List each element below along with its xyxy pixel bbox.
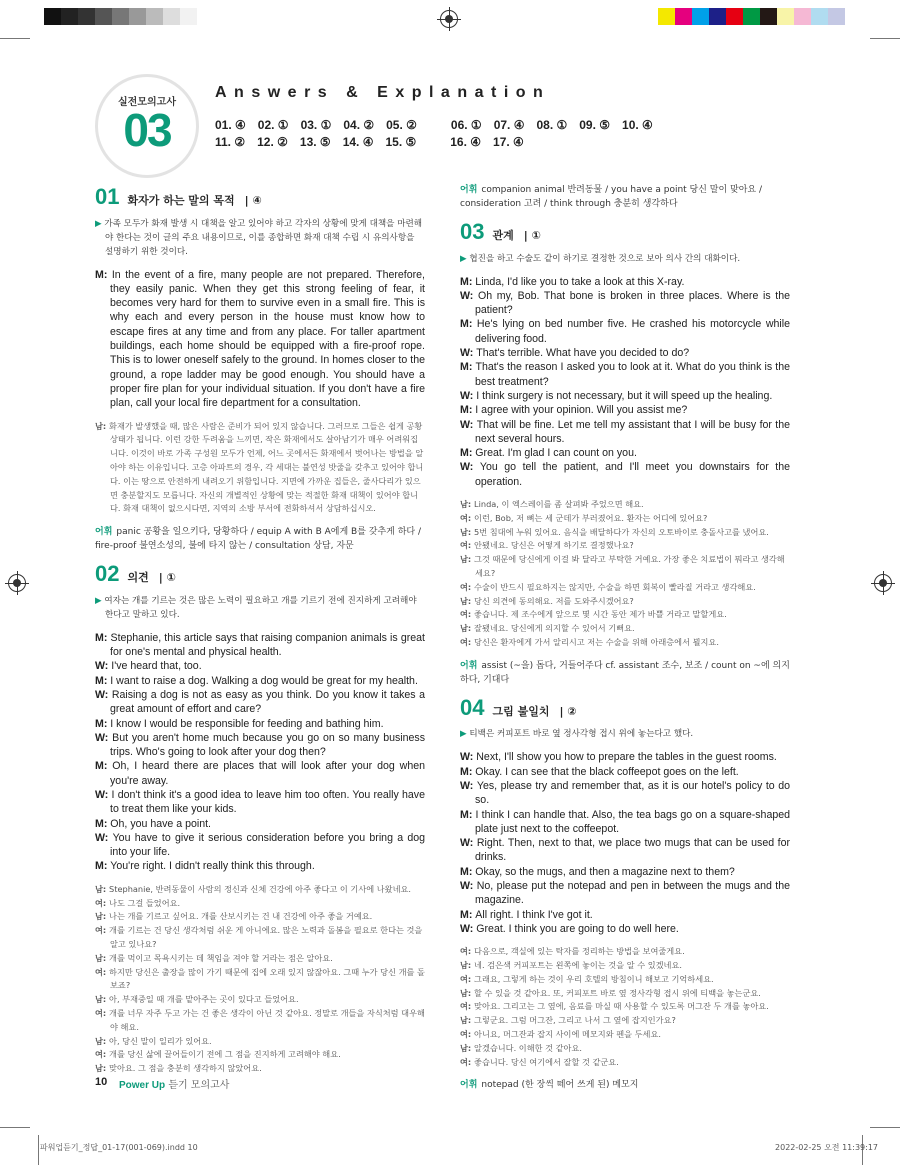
translation-line xyxy=(460,636,790,650)
speaker-label: 여: xyxy=(95,1007,110,1018)
page-number: 10 xyxy=(95,1076,108,1088)
speaker-label: 남: xyxy=(460,595,475,606)
vocab-label: 어휘 xyxy=(460,660,478,671)
line-text: 할 수 있을 것 같아요. 또, 커피포트 바로 옆 정사각형 접시 위에 티백을 놓는군요. xyxy=(474,987,761,998)
translation-line xyxy=(460,1028,790,1042)
answer-key-item: 16. ④ xyxy=(450,135,482,149)
speaker-label: W: xyxy=(460,461,480,474)
dialogue-line xyxy=(460,908,790,922)
translation-line xyxy=(95,420,425,517)
line-text: I agree with your opinion. Will you assist me? xyxy=(475,404,688,417)
translation xyxy=(460,945,790,1069)
answer-key-item: 05. ② xyxy=(386,118,417,132)
answer-key-item: 09. ⑤ xyxy=(579,118,611,132)
translation-line xyxy=(95,1062,425,1076)
line-text: 맞아요. 그 점을 충분히 생각하지 않았어요. xyxy=(109,1063,262,1074)
speaker-label: 남: xyxy=(95,1035,110,1046)
answer-key-item: 17. ④ xyxy=(493,135,524,149)
answer-key-item: 06. ① xyxy=(450,118,482,132)
right-column xyxy=(460,183,790,1106)
section-04-heading xyxy=(460,694,790,720)
speaker-label: 여: xyxy=(460,1001,475,1012)
speaker-label: M: xyxy=(95,717,111,730)
speaker-label: W: xyxy=(460,780,477,792)
translation-line xyxy=(95,910,425,924)
dialogue-line xyxy=(460,460,790,489)
speaker-label: W: xyxy=(95,831,113,844)
speaker-label: 여: xyxy=(95,925,110,936)
speaker-label: 여: xyxy=(460,946,475,957)
line-text: 네. 검은색 커피포트는 왼쪽에 놓이는 것을 알 수 있겠네요. xyxy=(474,960,682,971)
speaker-label: 여: xyxy=(95,897,110,908)
line-text: 개를 당신 삶에 끌어들이기 전에 그 점을 진지하게 고려해야 해요. xyxy=(109,1049,341,1060)
triangle-bullet-icon: ▶ xyxy=(95,218,105,229)
line-text: 나도 그걸 들었어요. xyxy=(109,897,181,908)
vocab-label: 어휘 xyxy=(460,1080,478,1091)
line-text: Okay. I can see that the black coffeepot goes on the left. xyxy=(475,765,739,778)
crop-mark xyxy=(38,1135,39,1165)
speaker-label: 남: xyxy=(95,1063,110,1074)
dialogue-line xyxy=(460,446,790,460)
translation-line xyxy=(95,1035,425,1049)
line-text: 좋습니다. 제 조수에게 앞으로 몇 시간 동안 제가 바쁠 거라고 말할게요. xyxy=(474,609,727,620)
dialogue xyxy=(460,750,790,936)
line-text: Stephanie, 반려동물이 사람의 정신과 신체 건강에 아주 좋다고 이 기사에 나왔네요. xyxy=(109,883,411,894)
dialogue-line xyxy=(460,779,790,808)
speaker-label: 여: xyxy=(460,609,475,620)
translation-line xyxy=(95,1007,425,1035)
line-text: 당신 의견에 동의해요. 저를 도와주시겠어요? xyxy=(474,595,634,606)
dialogue-line xyxy=(95,674,425,688)
translation-line xyxy=(460,1014,790,1028)
speaker-label: W: xyxy=(95,789,112,801)
line-text: 아니요, 머그잔과 잡지 사이에 메모지와 펜을 두세요. xyxy=(474,1029,661,1040)
section-number: 04 xyxy=(460,694,485,720)
dialogue-line xyxy=(95,831,425,860)
speaker-label: 여: xyxy=(460,581,475,592)
section-summary: ▶ 티백은 커피포트 바로 옆 정사각형 접시 위에 놓는다고 했다. xyxy=(460,729,694,740)
line-text: 화재가 발생했을 때, 많은 사람은 준비가 되어 있지 않습니다. 그러므로 그들은 쉽게 공황상태가 됩니다. 이런 강한 두려움을 느끼면, 작은 화재에서도 살아남기가 매우 어려워집니다. 이것이 바로 가족 구성원 모두가 언제, 어느 곳에서든 화재에서 벗어나는 방법을 알아야 하는 이유입니다. 고층 아파트의 경우, 각 세대는 불연성 밧줄을 갖추고 있어야 합니다. 이는 땅으로 안전하게 내려오기 위함입니다. 지면에 가까운 집들은, 줄사다리가 있으면 충분할지도 모릅니다. 자신의 개별적인 상황에 맞는 적절한 화재 대책이 있어야 합니다. 화재 대책이 없으시다면, 지역의 소방 부서에 전화하셔서 상담하십시오. xyxy=(109,420,424,514)
section-title: 의견 xyxy=(127,571,149,585)
translation xyxy=(95,883,425,1076)
dialogue-line xyxy=(460,922,790,936)
dialogue-line xyxy=(95,788,425,817)
line-text: Right. Then, next to that, we place two mugs that can be used for drinks. xyxy=(475,837,790,864)
answer-key-item: 03. ① xyxy=(300,118,332,132)
section-number: 01 xyxy=(95,184,120,209)
translation-line xyxy=(95,993,425,1007)
speaker-label: M: xyxy=(460,765,476,778)
file-slug: 파워업듣기_정답_01-17(001-069).indd 10 xyxy=(40,1143,198,1152)
dialogue-line xyxy=(460,346,790,360)
line-text: 하지만 당신은 출장을 많이 가기 때문에 집에 오래 있지 않잖아요. 그때 누가 당신 개를 돌보죠? xyxy=(109,966,425,991)
crop-mark xyxy=(870,1127,900,1128)
answer-key-item: 10. ④ xyxy=(622,118,653,132)
triangle-bullet-icon: ▶ xyxy=(95,595,105,606)
vocabulary xyxy=(95,525,425,553)
dialogue-line xyxy=(460,360,790,389)
speaker-label: M: xyxy=(460,404,476,417)
dialogue-line xyxy=(95,859,425,873)
section-answer: | ② xyxy=(559,704,577,718)
registration-mark-top xyxy=(440,10,458,28)
line-text: That's terrible. What have you decided to do? xyxy=(476,347,690,360)
translation xyxy=(95,420,425,517)
answer-key-row-1 xyxy=(215,118,665,132)
answer-key-item: 01. ④ xyxy=(215,118,246,132)
cmyk-color-bar xyxy=(658,8,845,25)
speaker-label: M: xyxy=(460,447,476,460)
line-text: 안됐네요. 당신은 어떻게 하기로 결정했나요? xyxy=(474,540,634,551)
speaker-label: 여: xyxy=(460,540,475,551)
answer-key-item: 02. ① xyxy=(257,118,289,132)
speaker-label: 남: xyxy=(95,911,110,922)
line-text: 잘됐네요. 당신에게 의지할 수 있어서 기뻐요. xyxy=(474,623,635,634)
dialogue-line xyxy=(95,631,425,660)
grayscale-bar xyxy=(44,8,197,25)
crop-mark xyxy=(870,38,900,39)
translation-line xyxy=(95,924,425,952)
line-text: All right. I think I've got it. xyxy=(475,908,593,921)
speaker-label: M: xyxy=(460,361,476,374)
registration-mark-right xyxy=(874,574,892,592)
translation-line xyxy=(460,945,790,959)
answer-key-item: 12. ② xyxy=(257,135,288,149)
line-text: 이런, Bob, 저 뼈는 세 군데가 부러졌어요. 환자는 어디에 있어요? xyxy=(474,512,708,523)
section-summary: ▶ 협진을 하고 수술도 같이 하기로 결정한 것으로 보아 의사 간의 대화이다. xyxy=(460,253,741,264)
speaker-label: M: xyxy=(460,865,476,878)
section-02-heading xyxy=(95,561,425,587)
left-column xyxy=(95,184,426,1085)
dialogue-line xyxy=(460,750,790,764)
line-text: But you aren't home much because you go on so many business trips. Who's going to look after your dog then? xyxy=(110,731,426,759)
speaker-label: 여: xyxy=(95,1049,110,1060)
translation-line xyxy=(460,608,790,622)
print-timestamp: 2022-02-25 오전 11:39:17 xyxy=(775,1143,878,1152)
line-text: 개를 너무 자주 두고 가는 건 좋은 생각이 아닌 것 같아요. 정말로 개들을 자식처럼 대우해야 해요. xyxy=(109,1007,425,1032)
line-text: Great. I'm glad I can count on you. xyxy=(475,447,637,460)
dialogue-line xyxy=(95,759,425,788)
speaker-label: 남: xyxy=(460,499,475,510)
dialogue-line xyxy=(460,418,790,447)
answers-title: Answers & Explanation xyxy=(215,84,551,101)
vocab-label: 어휘 xyxy=(95,527,113,538)
crop-mark xyxy=(0,38,30,39)
dialogue-line xyxy=(460,317,790,346)
badge-number: 03 xyxy=(123,104,171,156)
line-text: 아, 부재중일 때 개를 맡아주는 곳이 있다고 들었어요. xyxy=(109,994,299,1005)
speaker-label: 남: xyxy=(460,554,475,565)
line-text: 그래요, 그렇게 하는 것이 우리 호텔의 방침이니 해보고 기억하세요. xyxy=(474,973,714,984)
series-name xyxy=(119,1076,229,1091)
speaker-label: M: xyxy=(95,268,112,281)
triangle-bullet-icon: ▶ xyxy=(460,729,470,740)
badge-label: 실전모의고사 xyxy=(118,97,176,108)
translation-line xyxy=(460,1056,790,1070)
line-text: I think surgery is not necessary, but it will speed up the healing. xyxy=(476,389,773,402)
translation-line xyxy=(95,897,425,911)
dialogue xyxy=(460,275,790,489)
line-text: Next, I'll show you how to prepare the tables in the guest rooms. xyxy=(476,751,777,764)
translation-line xyxy=(460,1000,790,1014)
line-text: 맞아요. 그리고는 그 옆에, 음료를 마실 때 사용할 수 있도록 머그잔 두 개를 놓아요. xyxy=(474,1001,769,1012)
translation-line xyxy=(460,498,790,512)
speaker-label: W: xyxy=(460,837,477,850)
speaker-label: M: xyxy=(95,674,111,687)
section-title: 관계 xyxy=(492,229,514,242)
dialogue-line xyxy=(95,817,425,831)
section-answer: | ① xyxy=(158,571,176,585)
triangle-bullet-icon: ▶ xyxy=(460,253,470,264)
dialogue-line xyxy=(460,879,790,908)
dialogue-line xyxy=(460,289,790,318)
line-text: Stephanie, this article says that raising companion animals is great for one's mental and physical health. xyxy=(110,631,425,659)
section-answer: | ① xyxy=(523,229,541,242)
line-text: You're right. I didn't really think this through. xyxy=(110,860,315,873)
line-text: Raising a dog is not as easy as you think. Do you know it takes a great amount of effort and care? xyxy=(110,688,425,716)
section-03-heading xyxy=(460,219,790,244)
speaker-label: M: xyxy=(95,860,111,873)
speaker-label: M: xyxy=(460,908,476,921)
section-summary: ▶ 여자는 개를 기르는 것은 많은 노력이 필요하고 개를 기르기 전에 진지하게 고려해야 한다고 말하고 있다. xyxy=(95,595,417,620)
translation-line xyxy=(95,883,425,897)
speaker-label: 남: xyxy=(460,1042,475,1053)
vocabulary xyxy=(460,1078,790,1092)
speaker-label: W: xyxy=(95,660,112,673)
speaker-label: W: xyxy=(460,751,477,764)
dialogue-line xyxy=(460,765,790,779)
translation-line xyxy=(460,987,790,1001)
line-text: 그것 때문에 당신에게 이걸 봐 달라고 부탁한 거예요. 가장 좋은 치료법이 뭐라고 생각해세요? xyxy=(474,554,785,579)
translation-line xyxy=(460,973,790,987)
speaker-label: 남: xyxy=(460,526,475,537)
speaker-label: 남: xyxy=(95,952,110,963)
section-number: 03 xyxy=(460,219,485,244)
speaker-label: 여: xyxy=(95,966,110,977)
line-text: Linda, I'd like you to take a look at this X-ray. xyxy=(475,275,685,288)
translation-line xyxy=(460,1042,790,1056)
line-text: 5번 침대에 누워 있어요. 음식을 배달하다가 자신의 오토바이로 충돌사고를 냈어요. xyxy=(474,526,769,537)
dialogue-line xyxy=(460,836,790,865)
speaker-label: 여: xyxy=(460,512,475,523)
line-text: 나는 개를 기르고 싶어요. 개를 산보시키는 건 내 건강에 아주 좋을 거예요. xyxy=(109,911,373,922)
dialogue-line xyxy=(460,403,790,417)
answer-key-item: 15. ⑤ xyxy=(385,135,417,149)
speaker-label: 남: xyxy=(460,960,475,971)
line-text: 그렇군요. 그럼 머그잔, 그리고 나서 그 옆에 잡지인가요? xyxy=(474,1015,676,1026)
speaker-label: M: xyxy=(460,275,476,288)
vocab-text: assist (~을) 돕다, 거들어주다 cf. assistant 조수, 보조 / count on ~에 의지하다, 기대다 xyxy=(460,660,790,685)
speaker-label: M: xyxy=(95,817,111,830)
section-answer: | ④ xyxy=(244,194,262,207)
line-text: You have to give it serious consideration before you bring a dog into your life. xyxy=(110,831,425,859)
dialogue-line xyxy=(95,717,425,731)
line-text: Great. I think you are going to do well here. xyxy=(476,922,679,935)
speaker-label: M: xyxy=(95,631,111,644)
dialogue-line xyxy=(95,659,425,673)
dialogue xyxy=(95,268,425,411)
answer-key-item: 14. ④ xyxy=(342,135,374,149)
vocab-label: 어휘 xyxy=(460,185,478,195)
translation xyxy=(460,498,790,650)
dialogue-line xyxy=(95,268,425,411)
answer-key-item: 08. ① xyxy=(536,118,568,132)
vocab-text: panic 공황을 일으키다, 당황하다 / equip A with B A에게 B를 갖추게 하다 / fire-proof 불연소성의, 불에 타지 않는 / consultation 상담, 자문 xyxy=(95,527,421,552)
line-text: 개를 먹이고 목욕시키는 데 책임을 져야 할 거라는 점은 알아요. xyxy=(109,952,333,963)
speaker-label: 여: xyxy=(460,973,475,984)
section-number: 02 xyxy=(95,561,120,587)
dialogue-line xyxy=(460,389,790,403)
speaker-label: 여: xyxy=(460,637,475,648)
translation-line xyxy=(460,622,790,636)
speaker-label: W: xyxy=(460,418,477,431)
line-text: No, please put the notepad and pen in between the mugs and the magazine. xyxy=(475,880,791,907)
line-text: Oh my, Bob. That bone is broken in three places. Where is the patient? xyxy=(475,289,790,317)
line-text: 좋습니다. 당신 여기에서 잘할 것 같군요. xyxy=(474,1056,619,1067)
line-text: I think I can handle that. Also, the tea bags go on a square-shaped plate just next to the coffeepot. xyxy=(475,808,791,835)
speaker-label: 남: xyxy=(460,1015,475,1026)
line-text: Oh, I heard there are places that will look after your dog when you're away. xyxy=(110,760,425,787)
line-text: Yes, please try and remember that, as it is our hotel's policy to do so. xyxy=(475,780,790,807)
dialogue xyxy=(95,631,425,874)
line-text: I want to raise a dog. Walking a dog would be great for my health. xyxy=(110,674,418,687)
line-text: Oh, you have a point. xyxy=(110,817,212,830)
line-text: I don't think it's a good idea to leave him too often. You really have to treat them like your kids. xyxy=(110,789,425,816)
line-text: Linda, 이 엑스레이를 좀 살펴봐 주었으면 해요. xyxy=(474,499,644,510)
line-text: That's the reason I asked you to look at it. What do you think is the best treatment? xyxy=(475,361,791,388)
speaker-label: W: xyxy=(460,880,477,893)
speaker-label: W: xyxy=(460,289,478,302)
speaker-label: 남: xyxy=(95,420,110,431)
section-title: 화자가 하는 말의 목적 xyxy=(127,194,235,207)
series-brand: Power Up xyxy=(119,1080,166,1091)
section-summary: ▶ 가족 모두가 화재 발생 시 대책을 알고 있어야 하고 각자의 상황에 맞게 대책을 마련해야 한다는 것이 글의 주요 내용이므로, 이를 종합하면 화재 대책 수립 시 유의사항을 설명하기 위한 것이다. xyxy=(95,218,423,257)
line-text: That will be fine. Let me tell my assistant that I will be busy for the next several hours. xyxy=(475,418,791,445)
line-text: 수술이 반드시 필요하지는 않지만, 수술을 하면 회복이 빨라질 거라고 생각해요. xyxy=(474,581,756,592)
translation-line xyxy=(460,581,790,595)
speaker-label: 남: xyxy=(460,623,475,634)
translation-line xyxy=(460,512,790,526)
dialogue-line xyxy=(460,808,790,837)
line-text: 알겠습니다. 이해한 것 같아요. xyxy=(474,1042,582,1053)
line-text: 다음으로, 객실에 있는 탁자를 정리하는 방법을 보여줄게요. xyxy=(474,946,685,957)
line-text: 아, 당신 말이 일리가 있어요. xyxy=(109,1035,212,1046)
line-text: He's lying on bed number five. He crashed his motorcycle while delivering food. xyxy=(475,318,790,345)
speaker-label: W: xyxy=(460,347,477,360)
speaker-label: W: xyxy=(95,731,113,744)
section-01-heading xyxy=(95,184,425,209)
translation-line xyxy=(460,553,790,581)
speaker-label: W: xyxy=(460,922,477,935)
speaker-label: 여: xyxy=(460,1056,475,1067)
answer-key-row-2 xyxy=(215,135,536,149)
line-text: You go tell the patient, and I'll meet you downstairs for the operation. xyxy=(475,461,790,488)
translation-line xyxy=(460,539,790,553)
speaker-label: 남: xyxy=(95,883,110,894)
answer-key-item: 07. ④ xyxy=(493,118,525,132)
line-text: In the event of a fire, many people are not prepared. Therefore, they easily panic. When they get this strong feeling of fear, it becomes very hard for them to survive even in a small fire. This is why each and every person in the house must know how to escape fires at any time and from any place. For taller apartment buildings, each home should be equipped with a fire-proof rope. This is to lower oneself safely to the ground. In homes closer to the ground, a rope ladder may be good enough. You should have a proper fire plan for your individual situation. If you don't have a fire plan, call your local fire department for a consultation. xyxy=(110,268,426,410)
answer-key-item: 04. ② xyxy=(343,118,375,132)
line-text: Okay, so the mugs, and then a magazine next to them? xyxy=(475,865,735,878)
translation-line xyxy=(95,1048,425,1062)
speaker-label: 남: xyxy=(95,994,110,1005)
line-text: 개를 기르는 건 당신 생각처럼 쉬운 게 아니에요. 많은 노력과 돌봄을 필요로 한다는 것을 알고 있나요? xyxy=(109,925,423,949)
crop-mark xyxy=(0,1127,30,1128)
translation-line xyxy=(460,595,790,609)
line-text: 당신은 환자에게 가서 알리시고 저는 수술을 위해 아래층에서 뵐지요. xyxy=(474,637,719,648)
dialogue-line xyxy=(460,275,790,289)
dialogue-line xyxy=(95,688,425,717)
speaker-label: 여: xyxy=(460,1029,475,1040)
test-number-badge xyxy=(95,74,199,178)
speaker-label: W: xyxy=(95,688,112,701)
translation-line xyxy=(460,959,790,973)
translation-line xyxy=(95,952,425,966)
series-title: 듣기 모의고사 xyxy=(168,1080,230,1091)
section-title: 그림 불일치 xyxy=(492,704,550,718)
dialogue-line xyxy=(460,865,790,879)
speaker-label: 남: xyxy=(460,987,475,998)
translation-line xyxy=(460,526,790,540)
answer-key-item: 11. ② xyxy=(215,135,246,149)
registration-mark-left xyxy=(8,574,26,592)
line-text: I know I would be responsible for feeding and bathing him. xyxy=(110,717,384,730)
line-text: I've heard that, too. xyxy=(111,660,202,673)
vocab-text: notepad (한 장씩 떼어 쓰게 된) 메모지 xyxy=(481,1080,639,1091)
translation-line xyxy=(95,966,425,994)
answer-key-item: 13. ⑤ xyxy=(299,135,331,149)
speaker-label: M: xyxy=(460,318,477,331)
vocab-text: companion animal 반려동물 / you have a point 당신 말이 맞아요 / consideration 고려 / think through 충분히 생각하다 xyxy=(460,185,763,209)
vocabulary xyxy=(460,183,790,211)
vocabulary xyxy=(460,659,790,687)
speaker-label: M: xyxy=(460,808,476,821)
speaker-label: M: xyxy=(95,760,113,773)
dialogue-line xyxy=(95,731,425,760)
speaker-label: W: xyxy=(460,389,477,402)
